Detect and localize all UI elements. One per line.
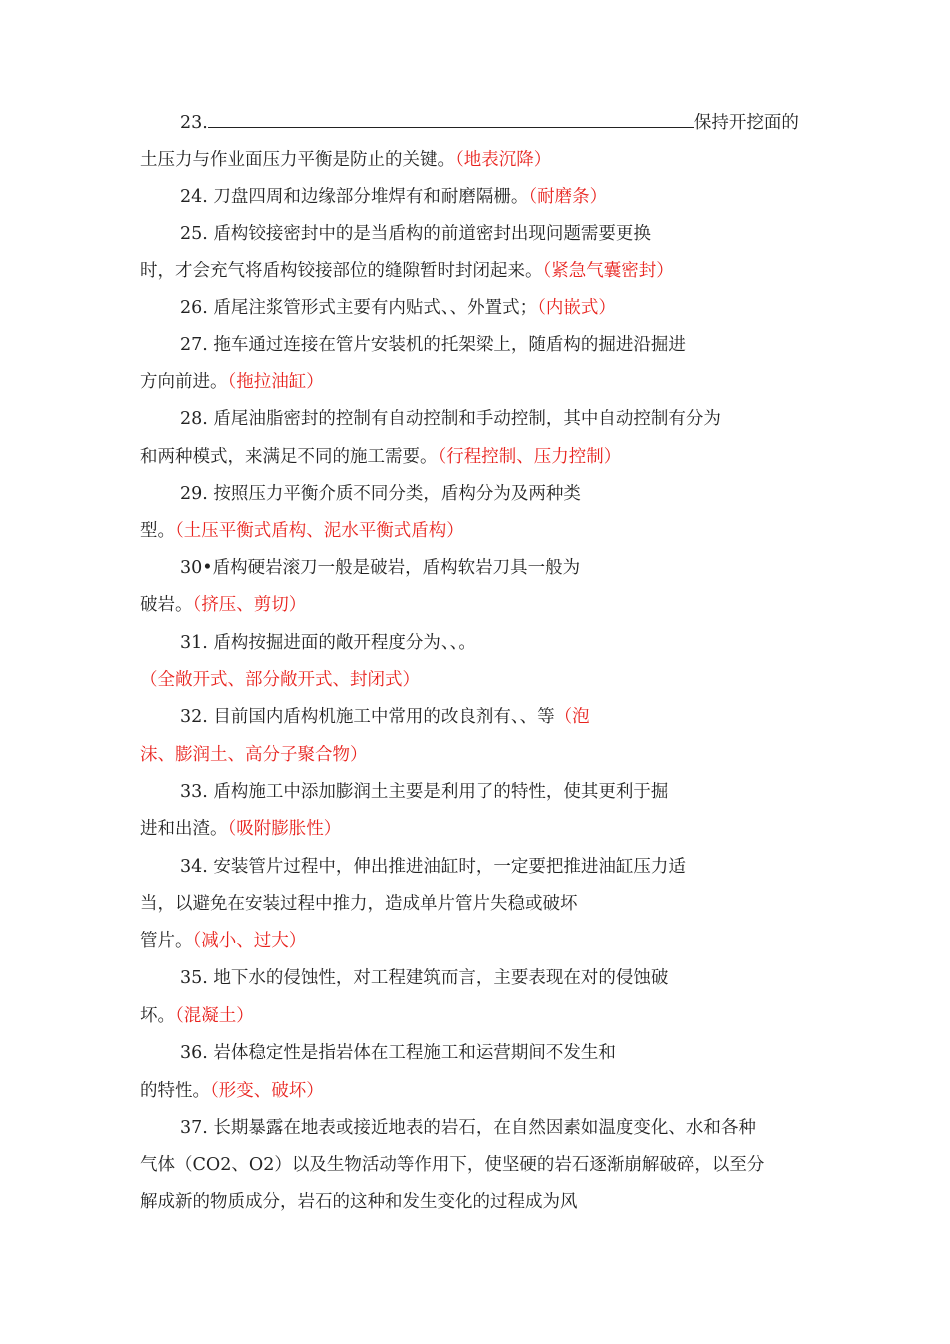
answer-text: （拖拉油缸） [227, 372, 324, 392]
question-text: 坏。 [140, 1006, 175, 1026]
answer-text: （混凝土） [175, 1006, 254, 1026]
question-text: 25. 盾构铰接密封中的是当盾构的前道密封出现问题需要更换 [180, 224, 651, 244]
q35-line [180, 966, 668, 990]
question-text: 气体（CO2、O2）以及生物活动等作用下，使坚硬的岩石逐渐崩解破碎，以至分 [140, 1155, 765, 1175]
q29-line [180, 482, 581, 506]
q27-line [180, 333, 686, 357]
question-text: 的特性。 [140, 1081, 210, 1101]
q26-line [180, 296, 616, 320]
answer-text: （吸附膨胀性） [227, 819, 342, 839]
question-text: 32. 目前国内盾构机施工中常用的改良剂有、、等 [180, 707, 555, 727]
question-text: 31. 盾构按掘进面的敞开程度分为、、。 [180, 633, 476, 653]
q25-line [180, 222, 651, 246]
q32-line [180, 705, 590, 729]
q36-line-2 [140, 1079, 324, 1103]
q30-line [180, 556, 580, 580]
question-text: 24. 刀盘四周和边缘部分堆焊有和耐磨隔栅。 [180, 187, 529, 207]
question-text: 26. 盾尾注浆管形式主要有内贴式、、外置式； [180, 298, 538, 318]
q30-line-2 [140, 593, 306, 617]
q32-line-2 [140, 743, 368, 767]
question-text: 时，才会充气将盾构铰接部位的缝隙暂时封闭起来。 [140, 261, 543, 281]
answer-text: （耐磨条） [528, 187, 608, 207]
q31-line [180, 631, 476, 655]
question-text: 28. 盾尾油脂密封的控制有自动控制和手动控制，其中自动控制有分为 [180, 409, 721, 429]
question-text: 29. 按照压力平衡介质不同分类，盾构分为及两种类 [180, 484, 581, 504]
q23-line-2 [140, 148, 551, 172]
q37-line [180, 1116, 756, 1140]
question-text: 33. 盾构施工中添加膨润土主要是利用了的特性，使其更利于掘 [180, 782, 669, 802]
q33-line-2 [140, 817, 341, 841]
question-text: 破岩。 [140, 595, 193, 615]
answer-text: （形变、破坏） [210, 1081, 324, 1101]
answer-text: （内嵌式） [537, 298, 616, 318]
fill-blank [208, 111, 694, 128]
answer-text: （减小、过大） [192, 931, 307, 951]
q34-line-2 [140, 892, 578, 916]
question-text: 34. 安装管片过程中，伸出推进油缸时，一定要把推进油缸压力适 [180, 857, 686, 877]
q27-line-2 [140, 370, 324, 394]
question-text: 解成新的物质成分，岩石的这种和发生变化的过程成为风 [140, 1192, 578, 1212]
q34-line [180, 855, 686, 879]
question-text: 进和出渣。 [140, 819, 228, 839]
q28-line [180, 407, 721, 431]
question-text: 土压力与作业面压力平衡是防止的关键。 [140, 150, 455, 170]
q24-line [180, 185, 607, 209]
question-text: 30•盾构硬岩滚刀一般是破岩，盾构软岩刀具一般为 [180, 558, 581, 578]
q35-line-2 [140, 1004, 254, 1028]
question-text: 和两种模式，来满足不同的施工需要。 [140, 447, 438, 467]
answer-text: （紧急气囊密封） [542, 261, 674, 281]
q37-line-3 [140, 1190, 578, 1214]
q34-line-3 [140, 929, 306, 953]
question-text: 35. 地下水的侵蚀性，对工程建筑而言，主要表现在对的侵蚀破 [180, 968, 669, 988]
question-text-after: 保持开挖面的 [693, 113, 799, 133]
question-text: 36. 岩体稳定性是指岩体在工程施工和运营期间不发生和 [180, 1043, 616, 1063]
question-text: 27. 拖车通过连接在管片安装机的托架梁上，随盾构的掘进沿掘进 [180, 335, 686, 355]
answer-text: （行程控制、压力控制） [437, 447, 622, 467]
question-text: 当，以避免在安装过程中推力，造成单片管片失稳或破坏 [140, 894, 578, 914]
q36-line [180, 1041, 616, 1065]
question-text: 23. [180, 113, 208, 133]
answer-text: （土压平衡式盾构、泥水平衡式盾构） [175, 521, 464, 541]
q29-line-2 [140, 519, 464, 543]
question-text: 型。 [140, 521, 175, 541]
q33-line [180, 780, 668, 804]
q28-line-2 [140, 445, 621, 469]
answer-text: （挤压、剪切） [192, 595, 307, 615]
answer-text: 沫、膨润土、高分子聚合物） [140, 745, 368, 765]
question-text: 管片。 [140, 931, 193, 951]
q37-line-2 [140, 1153, 764, 1177]
q25-line-2 [140, 259, 674, 283]
q31-line-2 [140, 668, 420, 692]
q23-line [180, 111, 799, 135]
question-text: 方向前进。 [140, 372, 228, 392]
answer-text: （泡 [554, 707, 590, 727]
question-text: 37. 长期暴露在地表或接近地表的岩石，在自然因素如温度变化、水和各种 [180, 1118, 756, 1138]
answer-text: （全敞开式、部分敞开式、封闭式） [140, 670, 420, 690]
answer-text: （地表沉降） [455, 150, 552, 170]
